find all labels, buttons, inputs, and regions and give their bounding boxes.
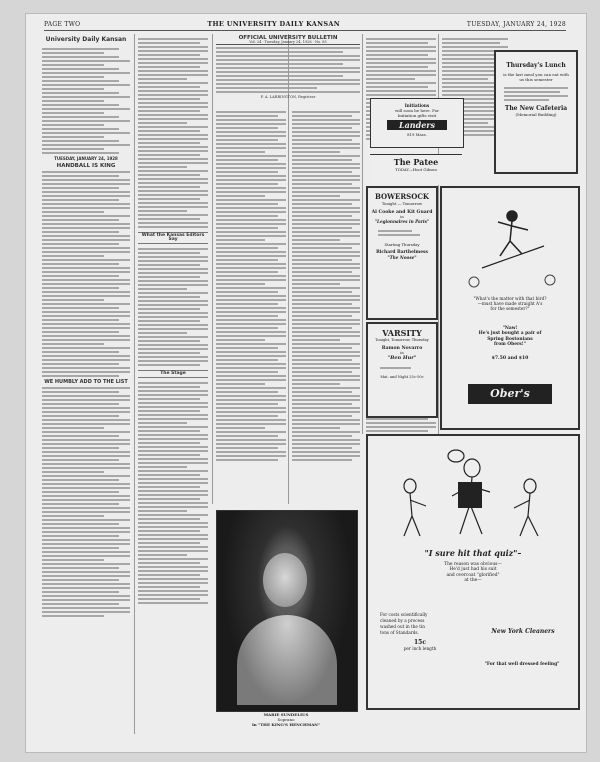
- obers-a1: "Naw!: [502, 326, 518, 331]
- paper-title: THE UNIVERSITY DAILY KANSAN: [207, 20, 340, 28]
- patee-line: TODAY—Hoot Gibson: [395, 167, 437, 172]
- varsity-ad: [366, 322, 438, 418]
- obers-q1: "What's the matter with that bird?: [473, 296, 547, 301]
- bulletin-block: [216, 36, 360, 100]
- column-three: [216, 109, 286, 463]
- bowersock-line1: Tonight — Tomorrow: [381, 201, 423, 206]
- article-body: [138, 248, 208, 366]
- cleaners-sub4: at the—: [464, 578, 482, 584]
- cleaners-per: per inch length: [403, 646, 437, 651]
- page-number: PAGE TWO: [44, 20, 81, 28]
- lunch-sub: (Memorial Building): [515, 112, 557, 117]
- cleaners-ad: [366, 434, 580, 710]
- column-rule: [134, 34, 135, 734]
- landers-ad: [370, 98, 464, 148]
- lunch-line: is the last meal you can eat with us this semester: [503, 72, 569, 82]
- article-body: [138, 382, 208, 604]
- students-illustration: [374, 446, 572, 540]
- landers-line3: Initiation gifts visit: [397, 113, 437, 118]
- paper-name: University Daily Kansan: [45, 36, 127, 43]
- bowersock-feature: Al Cooke and Kit Guard: [371, 210, 433, 215]
- newspaper-page: [26, 14, 586, 752]
- landers-logo: Landers: [387, 120, 447, 130]
- obers-q2: —must have made straight A's: [477, 301, 543, 307]
- landers-addr: 819 Mass.: [407, 132, 427, 137]
- obers-logo: Ober's: [468, 384, 552, 404]
- bowersock-star: Richard Barthelmess: [376, 250, 428, 255]
- varsity-film: "Ben Hur": [387, 355, 417, 361]
- bowersock-ad: [366, 186, 438, 320]
- column-two: [138, 36, 208, 606]
- cleaners-tagline: "For that well dressed feeling": [484, 662, 560, 667]
- article-body: [42, 171, 130, 377]
- lunch-title: Thursday's Lunch: [506, 62, 566, 69]
- headline-handball: HANDBALL IS KING: [56, 163, 116, 169]
- photo-caption: [216, 712, 356, 727]
- bowersock-extra: Starting Thursday: [384, 242, 420, 247]
- cleaners-body: For costs scientifically cleaned by a process washed out in the tin tons of Standards. 15c per inch length: [380, 612, 460, 652]
- skier-illustration: [452, 196, 568, 292]
- landers-line2: will soon be here. For: [394, 108, 440, 113]
- article-body: [138, 38, 208, 228]
- varsity-star: Ramon Novarro: [381, 346, 423, 351]
- obers-q3: for the semester?": [490, 306, 530, 312]
- bulletin-notices: [216, 47, 360, 93]
- editorial-column: [42, 36, 130, 619]
- bulletin-byline: F. A. LARRINGTON, Registrar: [260, 95, 316, 99]
- varsity-title: VARSITY: [382, 328, 422, 338]
- obers-ad: [440, 186, 580, 430]
- editorial-date: TUESDAY, JANUARY 24, 1928: [54, 156, 118, 161]
- issue-date: TUESDAY, JANUARY 24, 1928: [466, 20, 566, 28]
- section-heading-editors: What the Kansas Editors Say: [138, 232, 208, 244]
- caption-name: MARIE SUNDELIUS: [263, 712, 309, 717]
- landers-line1: Initiations: [404, 103, 430, 108]
- varsity-times: Mat. and Night 25c-50c: [380, 375, 424, 379]
- column-four: [292, 109, 360, 463]
- column-rule: [212, 34, 213, 504]
- cleaners-headline: "I sure hit that quiz"–: [424, 548, 522, 558]
- patee-ad: [370, 154, 462, 185]
- section-heading-stage: The Stage: [138, 370, 208, 378]
- cleaners-logo: New York Cleaners: [491, 628, 555, 635]
- staff-box: [42, 48, 130, 154]
- varsity-line1: Tonight, Tomorrow, Thursday: [375, 338, 429, 342]
- bowersock-film2: "The Noose": [387, 255, 417, 260]
- masthead: [44, 18, 566, 31]
- bulletin-subtitle: Vol. 24 · Tuesday, January 24, 1928 · No. 85: [216, 40, 360, 45]
- bulletin-title: OFFICIAL UNIVERSITY BULLETIN: [238, 35, 338, 41]
- headline-list: WE HUMBLY ADD TO THE LIST: [44, 379, 128, 385]
- portrait-photo: [216, 510, 358, 712]
- thursday-lunch-ad: [494, 50, 578, 174]
- caption-role: Soprano: [277, 717, 295, 722]
- obers-a4: from Obers!": [494, 342, 526, 348]
- obers-a2: He's just bought a pair of: [478, 331, 542, 337]
- bowersock-in: in: [400, 215, 404, 219]
- bowersock-title: BOWERSOCK: [375, 192, 429, 201]
- cleaners-sub1: The reason was obvious—: [444, 562, 502, 567]
- cleaners-sub3: and overcoat "glorified": [446, 572, 500, 578]
- column-rule: [438, 34, 439, 434]
- column-rule: [288, 34, 289, 504]
- varsity-in: in: [400, 351, 404, 355]
- cleaners-price: 15c: [413, 639, 426, 646]
- bowersock-film: "Legionnaires in Paris": [374, 219, 430, 224]
- cleaners-sub2: He'd just had his suit: [449, 567, 497, 573]
- article-body: [42, 387, 130, 617]
- obers-a3: Spring Bostonians: [487, 336, 533, 342]
- caption-show: In "THE KING'S HENCHMAN": [251, 722, 321, 727]
- patee-title: The Patee: [393, 157, 439, 167]
- column-rule: [362, 34, 363, 434]
- obers-price: $7.50 and $10: [491, 356, 529, 361]
- lunch-org: The New Cafeteria: [504, 105, 568, 112]
